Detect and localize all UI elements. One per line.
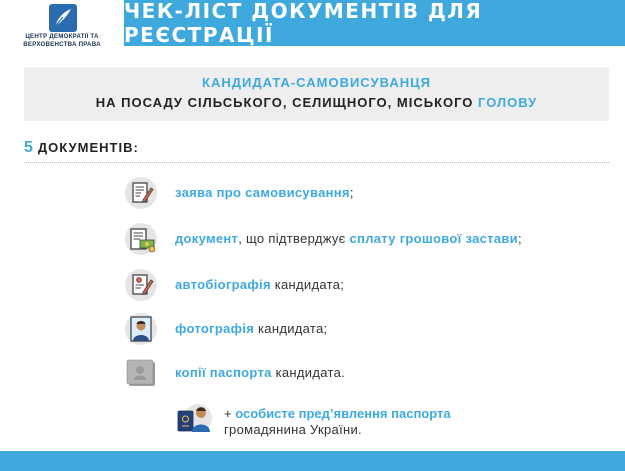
divider <box>24 162 609 163</box>
documents-count-label: ДОКУМЕНТІВ: <box>37 140 139 155</box>
document-middle-text: , що підтверджує <box>238 231 350 246</box>
org-name <box>2 33 122 48</box>
list-item <box>124 312 604 346</box>
document-name: документ <box>175 231 239 246</box>
list-item <box>124 268 604 302</box>
extra-line1 <box>224 406 451 421</box>
extra-requirement <box>176 402 596 442</box>
org-name-line2: ВЕРХОВЕНСТВА ПРАВА <box>23 40 101 48</box>
subtitle-box <box>24 67 609 121</box>
document-suffix: кандидата; <box>270 277 345 292</box>
payment-document-icon <box>124 222 158 256</box>
document-suffix: ; <box>349 185 354 200</box>
document-name: копії паспорта <box>175 365 272 380</box>
subtitle-line2-prefix: НА ПОСАДУ СІЛЬСЬКОГО, СЕЛИЩНОГО, МІСЬКОГО <box>95 95 479 110</box>
feather-logo-icon <box>49 4 77 32</box>
passport-presentation-icon <box>176 402 212 434</box>
documents-count-number: 5 <box>24 139 34 156</box>
autobiography-icon <box>124 268 158 302</box>
subtitle-line2-highlight: ГОЛОВУ <box>478 95 538 110</box>
plus-sign: + <box>224 406 236 421</box>
document-suffix: ; <box>517 231 522 246</box>
document-text <box>175 365 345 380</box>
document-text <box>175 277 344 292</box>
footer-bar <box>0 451 625 471</box>
photo-icon <box>124 312 158 346</box>
documents-count <box>24 139 139 157</box>
page-title: ЧЕК-ЛІСТ ДОКУМЕНТІВ ДЛЯ РЕЄСТРАЦІЇ <box>124 0 483 47</box>
document-name: фотографія <box>175 321 255 336</box>
passport-copy-icon <box>124 356 158 390</box>
extra-requirement-name: особисте пред’явлення паспорта <box>235 406 451 421</box>
subtitle-line2 <box>24 95 609 110</box>
document-suffix: кандидата; <box>254 321 328 336</box>
document-text <box>175 321 327 336</box>
document-name: автобіографія <box>175 277 271 292</box>
extra-line2: громадянина України. <box>224 422 362 437</box>
list-item <box>124 176 604 210</box>
document-name-secondary: сплату грошової застави <box>349 231 518 246</box>
title-bar <box>124 0 625 46</box>
header <box>0 0 625 52</box>
list-item <box>124 222 604 256</box>
document-name: заява про самовисування <box>175 185 350 200</box>
application-form-icon <box>124 176 158 210</box>
document-suffix: кандидата. <box>271 365 346 380</box>
org-name-line1: ЦЕНТР ДЕМОКРАТІЇ ТА <box>25 33 99 40</box>
document-text <box>175 185 354 200</box>
logo <box>0 0 122 52</box>
list-item <box>124 356 604 390</box>
subtitle-line1: КАНДИДАТА-САМОВИСУВАНЦЯ <box>202 75 431 90</box>
document-text <box>175 231 522 246</box>
